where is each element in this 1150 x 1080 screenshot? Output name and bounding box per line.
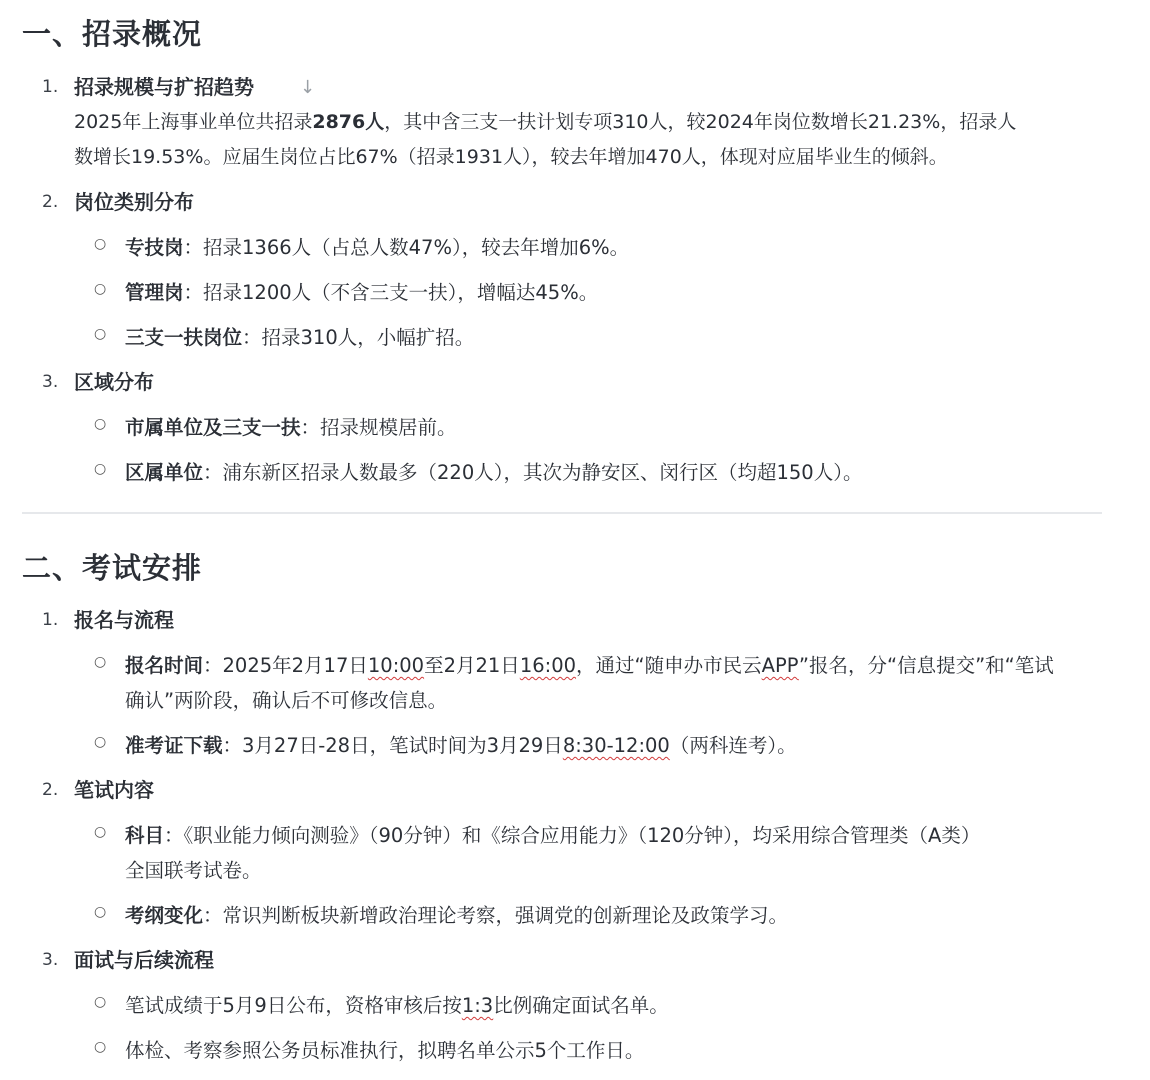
sub-item-text: ：招录310人，小幅扩招。 xyxy=(242,326,475,349)
sub-item-label: 三支一扶岗位 xyxy=(125,326,243,349)
sub-item-text: ：2025年2月17日 xyxy=(203,654,368,677)
bullet-icon: ○ xyxy=(94,734,107,750)
bullet-icon: ○ xyxy=(94,416,107,432)
sub-list-item xyxy=(125,320,1105,355)
sub-item-text: ：3月27日-28日，笔试时间为3月29日 xyxy=(222,734,563,757)
list-number: 1. xyxy=(42,610,59,630)
bullet-icon: ○ xyxy=(94,994,107,1010)
bullet-icon: ○ xyxy=(94,281,107,297)
sub-item-text: 至2月21日 xyxy=(424,654,520,677)
sub-item-label: 区属单位 xyxy=(125,461,204,484)
list-number: 2. xyxy=(42,192,59,212)
sub-list-item xyxy=(125,728,1105,763)
sub-item-text: ：招录1200人（不含三支一扶），增幅达45%。 xyxy=(183,281,599,304)
paragraph-line: 数增长19.53%。应届生岗位占比67%（招录1931人），较去年增加470人，体现对应届毕业生的倾斜。 xyxy=(74,146,948,168)
sub-item-text: ：招录规模居前。 xyxy=(300,416,457,439)
paragraph-text: ，其中含三支一扶计划专项310人，较2024年岗位数增长21.23%，招录人 xyxy=(384,111,1017,133)
paragraph xyxy=(74,105,1104,140)
sub-item-text: ：常识判断板块新增政治理论考察，强调党的创新理论及政策学习。 xyxy=(203,904,789,927)
spellcheck-underlined-text: 10:00 xyxy=(367,654,425,677)
sub-item-label: 科目 xyxy=(125,824,165,847)
list-number: 3. xyxy=(42,950,59,970)
sub-item-text: 比例确定面试名单。 xyxy=(493,994,669,1017)
list-heading: 报名与流程 xyxy=(74,608,174,632)
spellcheck-underlined-text: 8:30-12:00 xyxy=(562,734,670,757)
bullet-icon: ○ xyxy=(94,824,107,840)
section-title-exam: 二、考试安排 xyxy=(22,551,203,585)
sub-list-item: 体检、考察参照公务员标准执行，拟聘名单公示5个工作日。 xyxy=(125,1039,645,1062)
paragraph-text: 2025年上海事业单位共招录 xyxy=(74,111,313,133)
sub-item-label: 专技岗 xyxy=(125,236,184,259)
sub-item-continuation: 全国联考试卷。 xyxy=(125,859,262,882)
bullet-icon: ○ xyxy=(94,1039,107,1055)
sub-item-label: 市属单位及三支一扶 xyxy=(125,416,301,439)
sub-item-label: 报名时间 xyxy=(125,654,204,677)
list-heading: 区域分布 xyxy=(74,370,154,394)
section-title-overview: 一、招录概况 xyxy=(22,17,203,51)
sub-list-item xyxy=(125,410,1105,445)
sub-item-text: ：浦东新区招录人数最多（220人），其次为静安区、闵行区（均超150人）。 xyxy=(203,461,863,484)
sub-list-item xyxy=(125,455,1105,490)
sub-item-continuation: 确认”两阶段，确认后不可修改信息。 xyxy=(125,689,448,712)
sub-item-text: ，通过“随申办市民云 xyxy=(576,654,762,677)
list-number: 2. xyxy=(42,780,59,800)
sub-list-item xyxy=(125,648,1105,683)
sub-item-text: 笔试成绩于5月9日公布，资格审核后按 xyxy=(125,994,462,1017)
paragraph-bold: 2876人 xyxy=(312,111,385,133)
sub-list-item xyxy=(125,818,1105,853)
sub-item-text: ”报名，分“信息提交”和“笔试 xyxy=(798,654,1054,677)
bullet-icon: ○ xyxy=(94,461,107,477)
bullet-icon: ○ xyxy=(94,654,107,670)
list-heading: 面试与后续流程 xyxy=(74,948,214,972)
sub-list-item xyxy=(125,275,1105,310)
horizontal-divider xyxy=(22,512,1102,514)
list-heading: 招录规模与扩招趋势 xyxy=(74,75,254,99)
bullet-icon: ○ xyxy=(94,236,107,252)
spellcheck-underlined-text: APP xyxy=(761,654,799,677)
sub-item-label: 考纲变化 xyxy=(125,904,204,927)
spellcheck-underlined-text: 1:3 xyxy=(461,994,494,1017)
bullet-icon: ○ xyxy=(94,904,107,920)
sub-item-text: ：招录1366人（占总人数47%），较去年增加6%。 xyxy=(183,236,630,259)
sub-list-item xyxy=(125,898,1105,933)
spellcheck-underlined-text: 16:00 xyxy=(519,654,577,677)
sub-item-text: ：《职业能力倾向测验》（90分钟）和《综合应用能力》（120分钟），均采用综合管理类（A类） xyxy=(164,824,981,847)
list-heading: 岗位类别分布 xyxy=(74,190,194,214)
list-number: 3. xyxy=(42,372,59,392)
sub-list-item xyxy=(125,988,1105,1023)
list-number: 1. xyxy=(42,77,59,97)
sub-item-label: 管理岗 xyxy=(125,281,184,304)
sub-list-item xyxy=(125,230,1105,265)
list-heading: 笔试内容 xyxy=(74,778,154,802)
bullet-icon: ○ xyxy=(94,326,107,342)
sub-item-label: 准考证下载 xyxy=(125,734,223,757)
arrow-down-icon: ↓ xyxy=(300,77,316,98)
sub-item-text: （两科连考）。 xyxy=(669,734,797,757)
